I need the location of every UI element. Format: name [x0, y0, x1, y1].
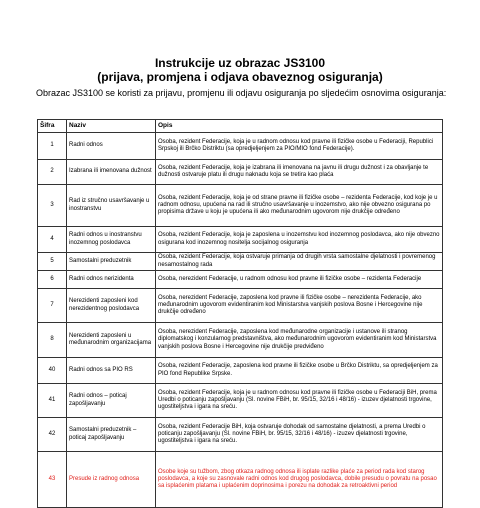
row-code: 8	[38, 323, 67, 358]
title-line-2: (prijava, promjena i odjava obaveznog osiguranja)	[97, 70, 383, 84]
row-code: 1	[38, 133, 67, 160]
table-row	[38, 160, 443, 185]
row-name: Radni odnos sa PIO RS	[67, 358, 156, 384]
row-name: Izabrana ili imenovana dužnost	[67, 160, 156, 185]
table-row	[38, 271, 443, 289]
row-description: Osoba, nerezident Federacije, zaposlena kod pravne ili fizičke osobe – nerezidenta Federacije, ako međunarodnim ugovorom evidentiranim kod Ministarstva vanjskih poslova Bosne i Hercegovine nije drukčije određeno	[156, 289, 443, 323]
table-row	[38, 133, 443, 160]
table-header-row	[38, 120, 443, 133]
row-description: Osoba, rezident Federacije, koja ostvaruje primanja od drugih vrsta samostalne djelatnosti i povremenog nesamostalnog rada	[156, 253, 443, 271]
table-row	[38, 358, 443, 384]
row-code: 7	[38, 289, 67, 323]
row-name: Presude iz radnog odnosa	[67, 452, 156, 508]
intro-paragraph: Obrazac JS3100 se koristi za prijavu, promjenu ili odjavu osiguranja po sljedećim osnovima osiguranja:	[36, 88, 447, 98]
table-row	[38, 323, 443, 358]
table-row	[38, 384, 443, 418]
header-code: Šifra	[38, 120, 67, 133]
row-description: Osoba, rezident Federacije, koja je u radnom odnosu kod pravne ili fizičke osobe u Federaciji, Republici Srpskoj ili Brčko Distriktu (sa opredjeljenjem za PIO/MIO fond Federacije).	[156, 133, 443, 160]
row-code: 4	[38, 227, 67, 253]
row-code: 40	[38, 358, 67, 384]
row-name: Radni odnos u inostranstvu inozemnog poslodavca	[67, 227, 156, 253]
row-description: Osoba, rezident Federacije, koja je zaposlena u inozemstvu kod inozemnog poslodavca, ako nije obvezno osigurana kod inozemnog nositelja socijalnog osiguranja	[156, 227, 443, 253]
table-row	[38, 289, 443, 323]
row-name: Nerezidenti zaposleni kod nerezidentnog poslodavca	[67, 289, 156, 323]
header-name: Naziv	[67, 120, 156, 133]
table-row	[38, 418, 443, 452]
row-description: Osoba, nerezident Federacije, u radnom odnosu kod pravne ili fizičke osobe – rezidenta Federacije	[156, 271, 443, 289]
title-line-1: Instrukcije uz obrazac JS3100	[154, 56, 326, 70]
document-title	[0, 56, 480, 84]
row-code: 41	[38, 384, 67, 418]
row-code: 5	[38, 253, 67, 271]
table-row	[38, 227, 443, 253]
row-name: Radni odnos nerizidenta	[67, 271, 156, 289]
row-name: Radni odnos	[67, 133, 156, 160]
row-code: 42	[38, 418, 67, 452]
row-name: Samostalni preduzetnik	[67, 253, 156, 271]
row-name: Radni odnos – poticaj zapošljavanju	[67, 384, 156, 418]
row-name: Rad iz stručno usavršavanje u inostranstvu	[67, 185, 156, 227]
row-code: 6	[38, 271, 67, 289]
row-description: Osoba, rezident Federacije, koja je izabrana ili imenovana na javnu ili drugu dužnost i za obavljanje te dužnosti ostvaruje platu ili drugu naknadu koja se tretira kao plaća	[156, 160, 443, 185]
row-code: 43	[38, 452, 67, 508]
table-row	[38, 253, 443, 271]
header-description: Opis	[156, 120, 443, 133]
row-description: Osoba, rezident Federacije, koja je u radnom odnosu kod pravne ili fizičke osobe u Federaciji BiH, prema Uredbi o poticanju zapošljavanju (Sl. novine FBiH, br. 95/15, 32/16 i 48/16) - izuzev djelatnosti trgovine, ugostiteljstva i igara na sreću.	[156, 384, 443, 418]
row-description: Osoba, rezident Federacije BiH, koja ostvaruje dohodak od samostalne djelatnosti, a prema Uredbi o poticanju zapošljavanju (Sl. novine FBiH, br. 95/15, 32/16 i 48/16) - izuzev djelatnosti trgovine, ugostiteljstva i igara na sreću.	[156, 418, 443, 452]
row-description: Osoba, rezident Federacije, zaposlena kod pravne ili fizičke osobe u Brčko Distriktu, sa opredjeljenjem za PIO fond Republike Srpske.	[156, 358, 443, 384]
table-row	[38, 185, 443, 227]
row-name: Samostalni preduzetnik – poticaj zapošljavanju	[67, 418, 156, 452]
insurance-codes-table	[37, 119, 443, 508]
row-code: 3	[38, 185, 67, 227]
row-description: Osobe koje su tužbom, zbog otkaza radnog odnosa ili isplate razlike plaće za period rada kod starog poslodavca, a koje su zasnovale radni odnos kod drugog poslodavca, dobile presudu o povratu na posao sa isplaćenim platama i uplaćenim doprinosima i porezu na dohodak za retroaktivni period	[156, 452, 443, 508]
row-description: Osoba, rezident Federacije, koja je od strane pravne ili fizičke osobe – rezidenta Federacije, kod koje je u radnom odnosu, upućena na rad ili stručno usavršavanje u inozemstvo, ako nije obvezno osigurana po propisima države u koju je upućena ili ako međunarodnim ugovorom nije drukčije određeno	[156, 185, 443, 227]
row-code: 2	[38, 160, 67, 185]
row-name: Nerezidenti zaposleni u međunarodnim organizacijama	[67, 323, 156, 358]
row-description: Osoba, nerezident Federacije, zaposlena kod međunarodne organizacije i ustanove ili stranog diplomatskog i konzularnog predstavništva, ako međunarodnim ugovorom evidentiranim kod Ministarstva vanjskih poslova Bosne i Hercegovine nije drukčije predviđeno	[156, 323, 443, 358]
